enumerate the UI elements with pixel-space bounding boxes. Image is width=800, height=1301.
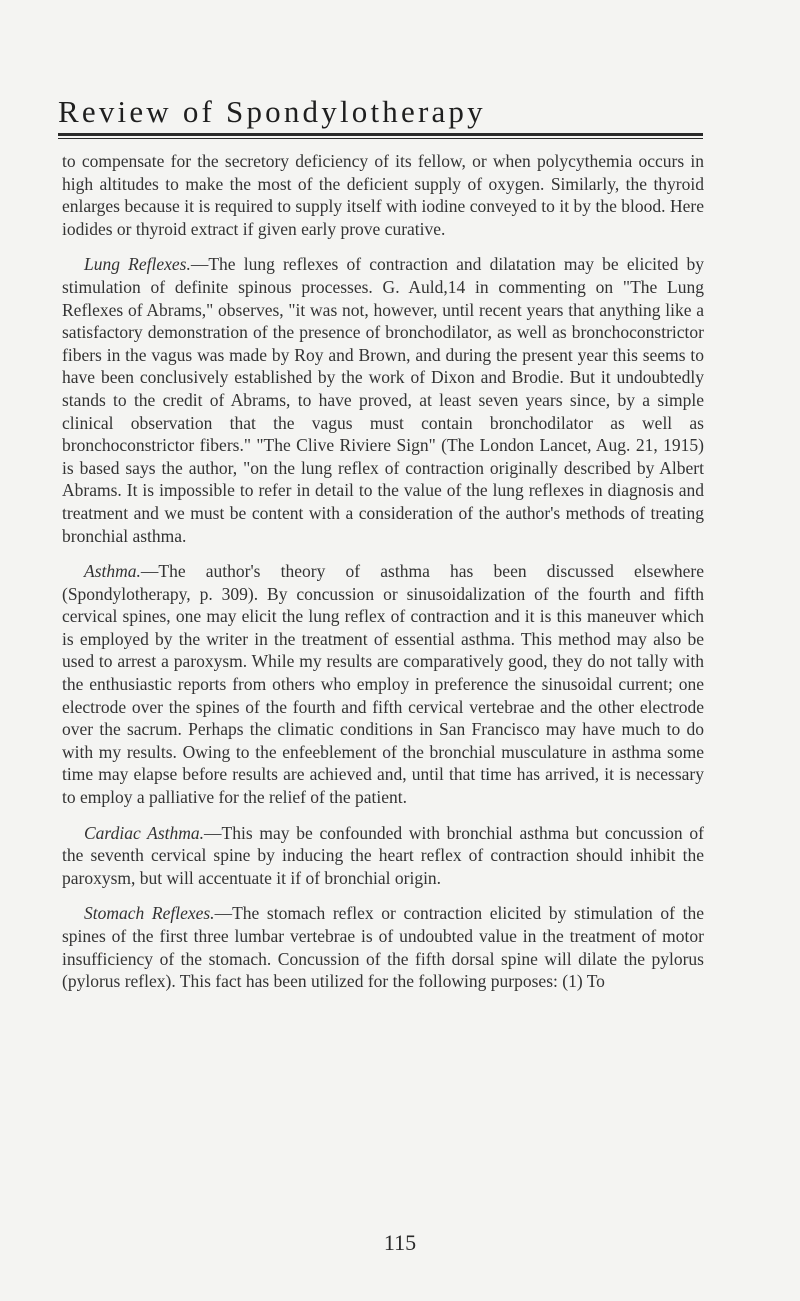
body-text xyxy=(62,150,704,1006)
header-rule-thin xyxy=(58,138,703,139)
page-header xyxy=(58,96,703,139)
paragraph-text: to compensate for the secretory deficiency of its fellow, or when polycythemia occurs in high altitudes to make the most of the deficient supply of oxygen. Similarly, the thyroid enlarges because it is required to supply itself with iodine conveyed to it by the blood. Here iodides or thyroid extract if given early prove curative. xyxy=(62,151,704,239)
paragraph-text: —This may be confounded with bronchial asthma but concussion of the seventh cervical spine by inducing the heart reflex of contraction should inhibit the paroxysm, but will accentuate it if of bronchial origin. xyxy=(62,822,704,888)
section-heading: Lung Reflexes. xyxy=(84,254,191,275)
header-rule-thick xyxy=(58,133,703,136)
section-heading: Asthma. xyxy=(84,561,141,582)
paragraph-asthma xyxy=(62,560,704,809)
paragraph-text: —The stomach reflex or contraction elicited by stimulation of the spines of the first three lumbar vertebrae is of undoubted value in the treatment of motor insufficiency of the stomach. Concussion of the fifth dorsal spine will dilate the pylorus (pylorus reflex). This fact has been utilized for the following purposes: (1) To xyxy=(62,903,704,992)
running-head: Review of Spondylotherapy xyxy=(58,94,486,129)
paragraph-text: —The author's theory of asthma has been discussed elsewhere (Spondylotherapy, p. 309). By concussion or sinusoidalization of the fourth and fifth cervical spines, one may elicit the lung reflex of contraction and it is this maneuver which is employed by the writer in the treatment of essential asthma. This method may also be used to arrest a paroxysm. While my results are comparatively good, they do not tally with the enthusiastic reports from others who employ in preference the sinusoidal current; one electrode over the spines of the fourth and fifth cervical vertebrae and the other electrode over the sacrum. Perhaps the climatic conditions in San Francisco may have much to do with my results. Owing to the enfeeblement of the bronchial musculature in asthma some time may elapse before results are achieved and, until that time has arrived, it is necessary to employ a palliative for the relief of the patient. xyxy=(62,561,704,808)
paragraph-continued xyxy=(62,150,704,240)
paragraph-cardiac-asthma xyxy=(62,822,704,890)
section-heading: Cardiac Asthma. xyxy=(84,822,205,843)
section-heading: Stomach Reflexes. xyxy=(84,903,215,924)
page-number: 115 xyxy=(383,1230,417,1255)
paragraph-stomach-reflexes xyxy=(62,902,704,992)
paragraph-text: —The lung reflexes of contraction and dilatation may be elicited by stimulation of definite spinous processes. G. Auld,14 in commenting on "The Lung Reflexes of Abrams," observes, "it was not, however, until recent years that anything like a satisfactory demonstration of the presence of bronchodilator, as well as bronchoconstrictor fibers in the vagus was made by Roy and Brown, and during the present year this seems to have been conclusively established by the work of Dixon and Brodie. But it undoubtedly stands to the credit of Abrams, to have proved, at least seven years since, by a simple clinical observation that the vagus must contain bronchodilator as well as bronchoconstrictor fibers." "The Clive Riviere Sign" (The London Lancet, Aug. 21, 1915) is based says the author, "on the lung reflex of contraction originally described by Albert Abrams. It is impossible to refer in detail to the value of the lung reflexes in diagnosis and treatment and we must be content with a consideration of the author's methods of treating bronchial asthma. xyxy=(62,254,704,546)
paragraph-lung-reflexes xyxy=(62,253,704,547)
